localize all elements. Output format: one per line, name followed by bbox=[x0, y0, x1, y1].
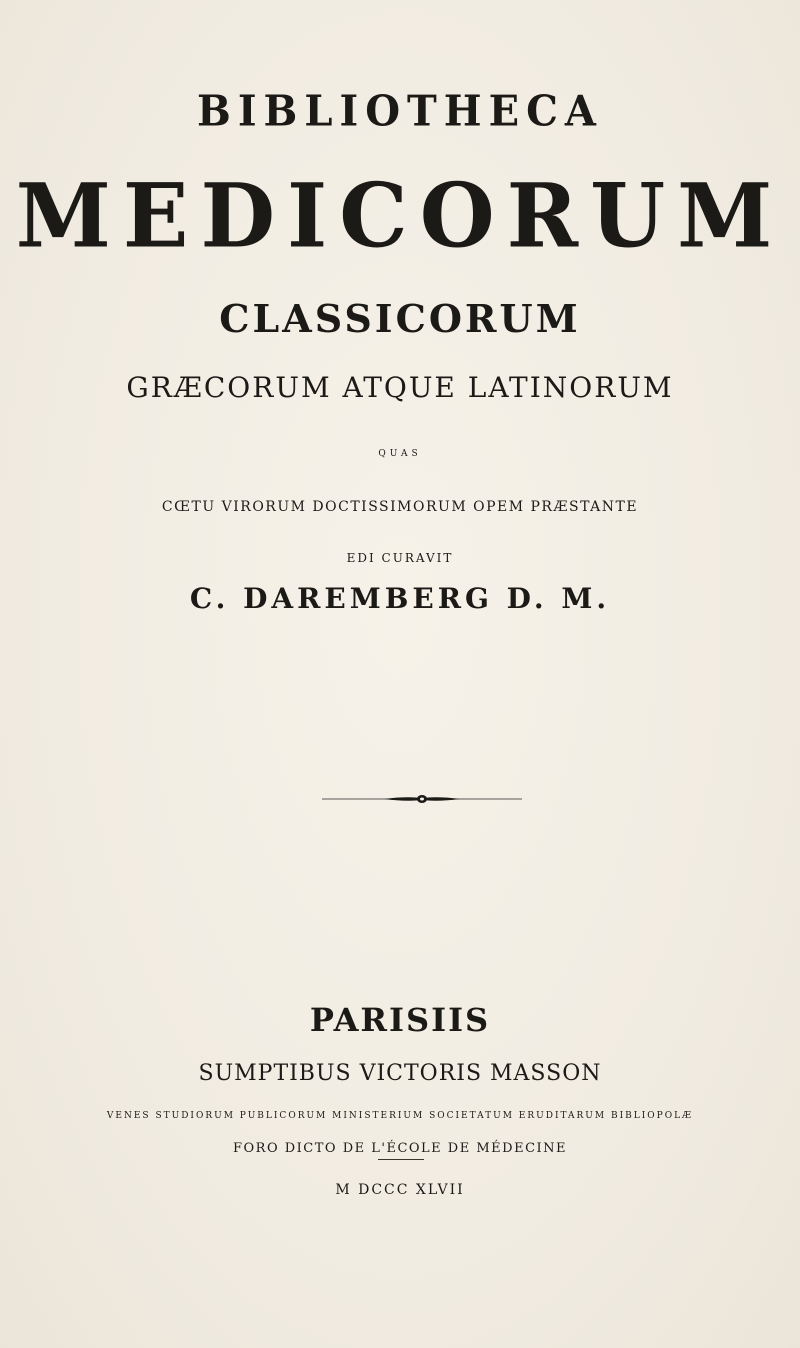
title-bibliotheca: BIBLIOTHECA bbox=[197, 86, 603, 137]
editor-name: C. DAREMBERG D. M. bbox=[189, 582, 611, 615]
publisher-line: SUMPTIBUS VICTORIS MASSON bbox=[198, 1061, 602, 1086]
short-rule bbox=[378, 1159, 424, 1160]
publication-year: M DCCC XLVII bbox=[335, 1182, 465, 1198]
address-line: FORO DICTO DE L'ÉCOLE DE MÉDECINE bbox=[232, 1141, 568, 1156]
title-medicorum: MEDICORUM bbox=[15, 164, 785, 268]
subtitle-graecorum: GRÆCORUM ATQUE LATINORUM bbox=[126, 371, 674, 404]
title-classicorum: CLASSICORUM bbox=[219, 296, 581, 341]
word-quas: QUAS bbox=[378, 449, 422, 459]
line-edi-curavit: EDI CURAVIT bbox=[346, 551, 454, 565]
place-parisiis: PARISIIS bbox=[309, 1001, 491, 1039]
venes-line: VENES STUDIORUM PUBLICORUM MINISTERIUM SOCIETATUM ERUDITARUM BIBLIOPOLÆ bbox=[106, 1111, 694, 1121]
ornamental-rule-icon bbox=[322, 792, 522, 806]
line-coetu: CŒTU VIRORUM DOCTISSIMORUM OPEM PRÆSTANTE bbox=[161, 499, 639, 515]
